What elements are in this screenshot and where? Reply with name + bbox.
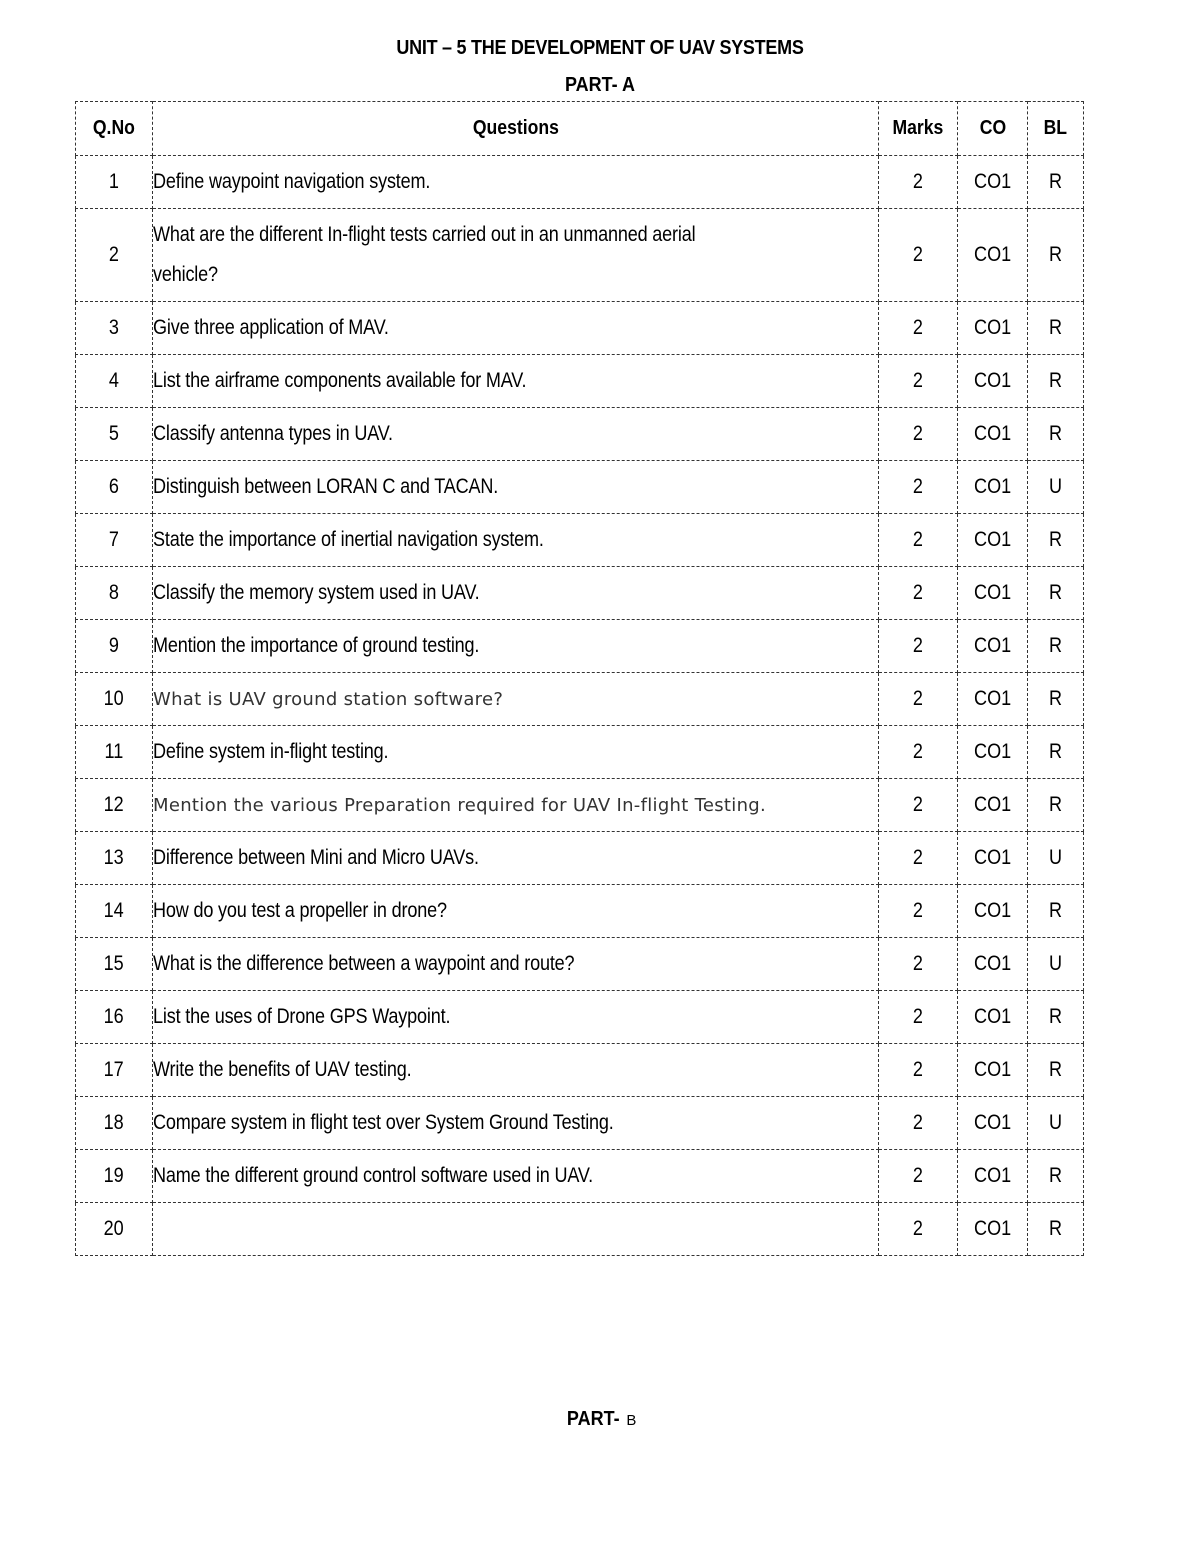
table-row [76, 1097, 1084, 1150]
table-row [76, 779, 1084, 832]
question-bl: R [1028, 1044, 1084, 1097]
question-text: Write the benefits of UAV testing. [153, 1044, 879, 1097]
question-text: How do you test a propeller in drone? [153, 885, 879, 938]
question-co: CO1 [958, 1044, 1028, 1097]
table-row [76, 209, 1084, 302]
question-co: CO1 [958, 991, 1028, 1044]
question-marks: 2 [879, 832, 958, 885]
question-number: 15 [76, 938, 153, 991]
question-number: 6 [76, 461, 153, 514]
question-marks: 2 [879, 209, 958, 302]
question-bl: R [1028, 779, 1084, 832]
question-number: 11 [76, 726, 153, 779]
question-bl: R [1028, 156, 1084, 209]
question-bl: R [1028, 209, 1084, 302]
table-row [76, 938, 1084, 991]
table-row [76, 514, 1084, 567]
table-header-row [76, 102, 1084, 156]
question-number: 12 [76, 779, 153, 832]
question-number: 8 [76, 567, 153, 620]
question-text: Difference between Mini and Micro UAVs. [153, 832, 879, 885]
question-bl: R [1028, 302, 1084, 355]
question-co: CO1 [958, 302, 1028, 355]
question-text: What are the different In-flight tests carried out in an unmanned aerial vehicle? [153, 209, 879, 302]
table-row [76, 832, 1084, 885]
question-number: 20 [76, 1203, 153, 1256]
question-marks: 2 [879, 726, 958, 779]
table-row [76, 1150, 1084, 1203]
question-bl: R [1028, 726, 1084, 779]
page-title: UNIT – 5 THE DEVELOPMENT OF UAV SYSTEMS [396, 37, 804, 59]
question-co: CO1 [958, 156, 1028, 209]
question-co: CO1 [958, 620, 1028, 673]
question-bl: R [1028, 991, 1084, 1044]
question-bl: R [1028, 355, 1084, 408]
table-row [76, 1044, 1084, 1097]
question-co: CO1 [958, 408, 1028, 461]
table-row [76, 991, 1084, 1044]
question-marks: 2 [879, 1150, 958, 1203]
question-co: CO1 [958, 779, 1028, 832]
table-row [76, 408, 1084, 461]
question-bl: U [1028, 1097, 1084, 1150]
question-number: 5 [76, 408, 153, 461]
part-b-letter: B [622, 1412, 637, 1429]
question-text: Define waypoint navigation system. [153, 156, 879, 209]
question-bl: U [1028, 461, 1084, 514]
question-bl: R [1028, 567, 1084, 620]
table-row [76, 156, 1084, 209]
question-number: 7 [76, 514, 153, 567]
header-marks: Marks [879, 102, 958, 156]
question-text: State the importance of inertial navigation system. [153, 514, 879, 567]
table-row [76, 620, 1084, 673]
question-co: CO1 [958, 355, 1028, 408]
question-marks: 2 [879, 938, 958, 991]
question-marks: 2 [879, 156, 958, 209]
question-text: Name the different ground control software used in UAV. [153, 1150, 879, 1203]
question-text [153, 1203, 879, 1256]
question-text: What is the difference between a waypoint and route? [153, 938, 879, 991]
table-row [76, 461, 1084, 514]
question-co: CO1 [958, 209, 1028, 302]
question-bl: R [1028, 620, 1084, 673]
part-a-heading: PART- A [564, 74, 636, 96]
questions-table [75, 101, 1084, 1256]
part-b-heading [0, 1408, 1200, 1431]
question-co: CO1 [958, 832, 1028, 885]
table-row [76, 1203, 1084, 1256]
question-bl: R [1028, 885, 1084, 938]
question-marks: 2 [879, 461, 958, 514]
question-number: 16 [76, 991, 153, 1044]
question-marks: 2 [879, 302, 958, 355]
question-text: Define system in-flight testing. [153, 726, 879, 779]
table-row [76, 302, 1084, 355]
question-marks: 2 [879, 620, 958, 673]
question-co: CO1 [958, 461, 1028, 514]
question-number: 10 [76, 673, 153, 726]
question-number: 17 [76, 1044, 153, 1097]
question-marks: 2 [879, 355, 958, 408]
question-number: 1 [76, 156, 153, 209]
question-number: 4 [76, 355, 153, 408]
question-text: Mention the various Preparation required for UAV In-flight Testing. [153, 779, 879, 832]
question-marks: 2 [879, 1097, 958, 1150]
question-text: Classify antenna types in UAV. [153, 408, 879, 461]
question-number: 3 [76, 302, 153, 355]
question-text: Give three application of MAV. [153, 302, 879, 355]
question-co: CO1 [958, 1150, 1028, 1203]
question-bl: R [1028, 514, 1084, 567]
question-marks: 2 [879, 1203, 958, 1256]
question-number: 2 [76, 209, 153, 302]
question-bl: U [1028, 938, 1084, 991]
question-number: 14 [76, 885, 153, 938]
header-co: CO [958, 102, 1028, 156]
question-co: CO1 [958, 514, 1028, 567]
question-number: 18 [76, 1097, 153, 1150]
question-bl: R [1028, 673, 1084, 726]
question-co: CO1 [958, 726, 1028, 779]
question-marks: 2 [879, 1044, 958, 1097]
question-number: 9 [76, 620, 153, 673]
header-qno: Q.No [76, 102, 153, 156]
question-bl: R [1028, 1203, 1084, 1256]
header-questions: Questions [153, 102, 879, 156]
question-marks: 2 [879, 567, 958, 620]
header-bl: BL [1028, 102, 1084, 156]
table-row [76, 673, 1084, 726]
question-marks: 2 [879, 885, 958, 938]
question-marks: 2 [879, 991, 958, 1044]
question-text: List the airframe components available for MAV. [153, 355, 879, 408]
question-marks: 2 [879, 673, 958, 726]
question-co: CO1 [958, 1203, 1028, 1256]
question-text: Distinguish between LORAN C and TACAN. [153, 461, 879, 514]
question-text: Classify the memory system used in UAV. [153, 567, 879, 620]
question-bl: R [1028, 1150, 1084, 1203]
question-co: CO1 [958, 938, 1028, 991]
question-co: CO1 [958, 673, 1028, 726]
question-bl: U [1028, 832, 1084, 885]
table-row [76, 355, 1084, 408]
part-b-prefix: PART- [566, 1408, 620, 1430]
question-marks: 2 [879, 779, 958, 832]
question-number: 19 [76, 1150, 153, 1203]
question-co: CO1 [958, 567, 1028, 620]
question-co: CO1 [958, 1097, 1028, 1150]
question-co: CO1 [958, 885, 1028, 938]
question-text: What is UAV ground station software? [153, 673, 879, 726]
question-text: Compare system in flight test over System Ground Testing. [153, 1097, 879, 1150]
table-row [76, 567, 1084, 620]
table-row [76, 726, 1084, 779]
question-text: List the uses of Drone GPS Waypoint. [153, 991, 879, 1044]
question-marks: 2 [879, 408, 958, 461]
table-row [76, 885, 1084, 938]
question-text: Mention the importance of ground testing. [153, 620, 879, 673]
question-marks: 2 [879, 514, 958, 567]
question-bl: R [1028, 408, 1084, 461]
question-number: 13 [76, 832, 153, 885]
